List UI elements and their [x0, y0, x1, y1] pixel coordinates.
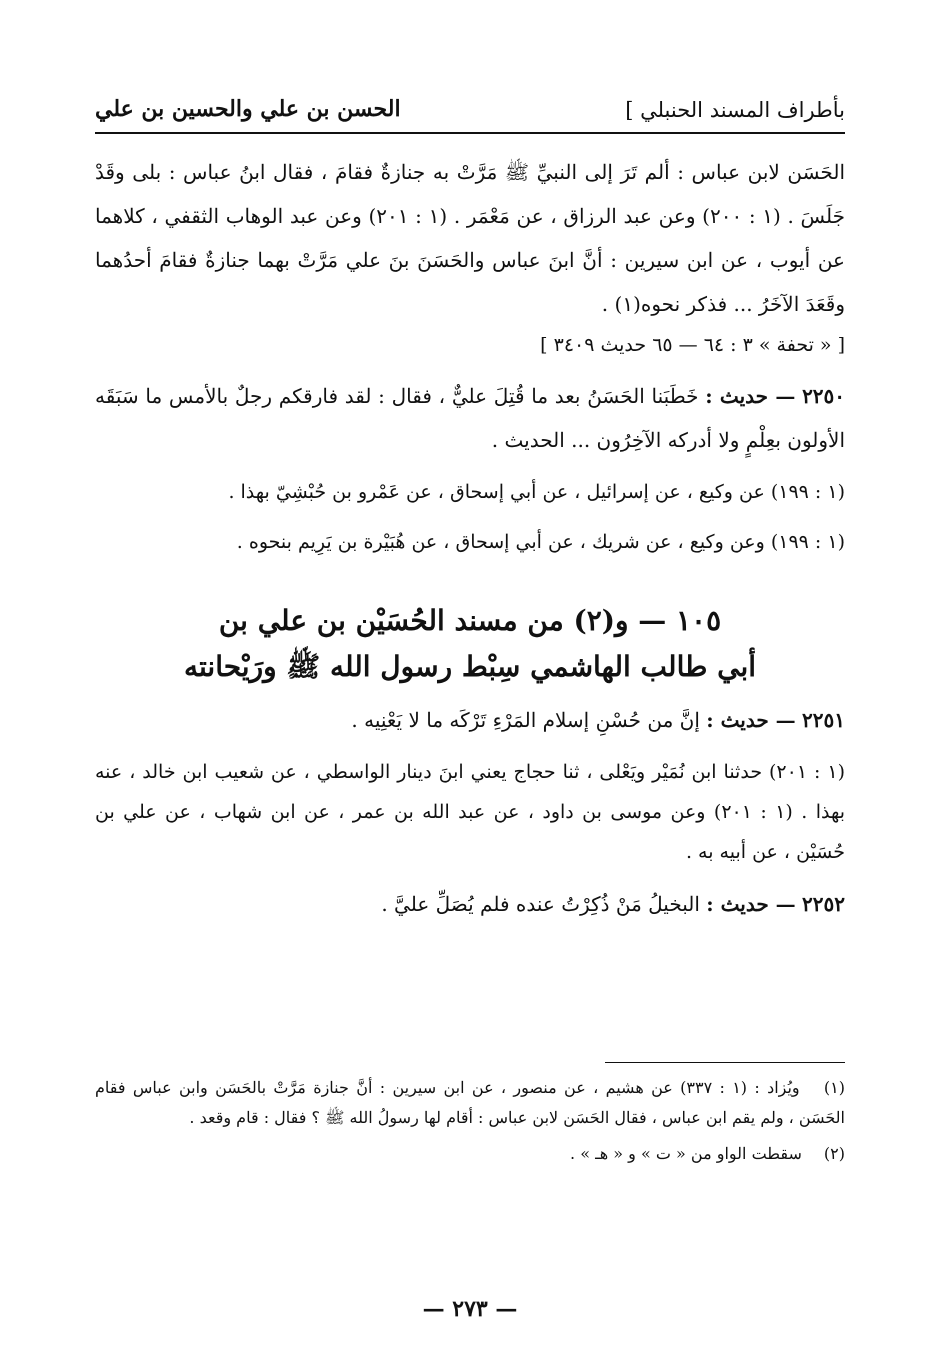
hadith-text: البخيلُ مَنْ ذُكِرْتُ عنده فلم يُصَلِّ عليَّ . — [381, 892, 700, 916]
page-number: — ٢٧٣ — — [422, 1296, 518, 1322]
footnote-text: سقطت الواو من « ت » و « هـ » . — [570, 1144, 802, 1163]
footnote-divider — [605, 1062, 845, 1063]
section-heading — [95, 598, 845, 690]
main-text — [95, 150, 845, 936]
hadith-number: ٢٢٥٠ — [802, 384, 846, 408]
hadith-number: ٢٢٥١ — [802, 708, 845, 732]
running-header — [95, 92, 845, 134]
footnote-number: (١) — [823, 1078, 845, 1097]
footnotes — [95, 1062, 845, 1175]
header-section-title: الحسن بن علي والحسين بن علي — [95, 96, 401, 122]
hadith-chain: (١ : ١٩٩) عن وكيع ، عن إسرائيل ، عن أبي إسحاق ، عن عَمْرو بن حُبْشِيّ بهذا . — [228, 481, 845, 503]
hadith-number: ٢٢٥٢ — [802, 892, 845, 916]
section-heading-line: ١٠٥ — و(٢) من مسند الحُسَيْن بن علي بن — [218, 604, 722, 637]
hadith-2252 — [95, 882, 845, 926]
footnote-number: (٢) — [823, 1144, 845, 1163]
footnote-text: ويُزاد : (١ : ٣٣٧) عن هشيم ، عن منصور ، عن ابن سيرين : أنَّ جنازة مَرَّتْ بالحَسَن وابن عباس فقام الحَسَن ، ولم يقم ابن عباس ، فقال الحَسَن لابن عباس : أقام لها رسولُ الله ﷺ ؟ فقال : قام وقعد . — [95, 1078, 845, 1127]
footnote-2 — [95, 1139, 845, 1169]
footnote-1 — [95, 1073, 845, 1133]
hadith-text: خَطَبَنا الحَسَنُ بعد ما قُتِلَ عليٌّ ، فقال : لقد فارقكم رجلٌ بالأمس ما سَبَقَه الأولون بعِلْمٍ ولا أدركه الآخِرُون ... الحديث . — [95, 384, 845, 452]
hadith-chain: (١ : ١٩٩) وعن وكيع ، عن شريك ، عن أبي إسحاق ، عن هُبَيْرة بن يَرِيم بنحوه . — [236, 531, 845, 553]
continued-paragraph: الحَسَن لابن عباس : ألم تَرَ إلى النبيِّ ﷺ مَرَّتْ به جنازةٌ فقامَ ، فقال ابنُ عباس : بلى وقَدْ جَلَسَ . (١ : ٢٠٠) وعن عبد الرزاق ، عن مَعْمَر . (١ : ٢٠١) وعن عبد الوهاب الثقفي ، كلاهما عن أيوب ، عن ابن سيرين : أنَّ ابنَ عباس والحَسَنَ بنَ علي مَرَّتْ بهما جنازةٌ فقامَ أحدُهما وقَعَدَ الآخَرُ ... فذكر نحوه(١) . — [95, 160, 846, 316]
header-book-title: بأطراف المسند الحنبلي ] — [625, 98, 845, 122]
section-heading-line: أبي طالب الهاشمي سِبْط رسول الله ﷺ ورَيْحانته — [183, 650, 757, 683]
hadith-2250 — [95, 374, 845, 462]
hadith-text: إنَّ من حُسْنِ إسلام المَرْءِ تَرْكَه ما لا يَعْنِيه . — [351, 708, 700, 732]
hadith-label: — حديث : — [705, 384, 796, 408]
hadith-2251 — [95, 698, 845, 742]
hadith-label: — حديث : — [706, 708, 796, 732]
hadith-label: — حديث : — [706, 892, 796, 916]
hadith-chain: (١ : ٢٠١) حدثنا ابن نُمَيْر ويَعْلى ، ثنا حجاج يعني ابنَ دينار الواسطي ، عن شعيب ابن خالد ، عنه بهذا . (١ : ٢٠١) وعن موسى بن داود ، عن عبد الله بن عمر ، عن ابن شهاب ، عن علي بن حُسَيْن ، عن أبيه به . — [95, 761, 845, 863]
tuhfa-reference: [ « تحفة » ٣ : ٦٤ — ٦٥ حديث ٣٤٠٩ ] — [540, 334, 845, 356]
